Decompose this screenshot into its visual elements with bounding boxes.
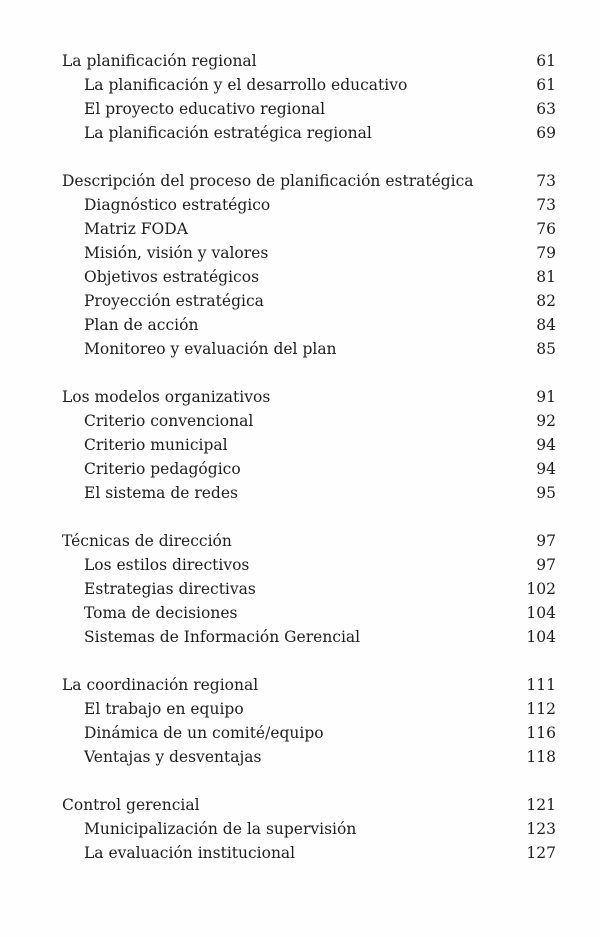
toc-chapter-title: Control gerencial bbox=[62, 796, 200, 814]
toc-entry-row bbox=[62, 817, 556, 841]
toc-page-number: 69 bbox=[536, 124, 556, 142]
toc-entry-title: El proyecto educativo regional bbox=[84, 100, 326, 118]
toc-entry-row bbox=[62, 745, 556, 769]
toc-page-number: 61 bbox=[536, 52, 556, 70]
toc-page-number: 104 bbox=[526, 628, 556, 646]
toc-page-number: 76 bbox=[536, 220, 556, 238]
toc-entry-title: Criterio pedagógico bbox=[84, 460, 241, 478]
toc-page-number: 116 bbox=[526, 724, 556, 742]
toc-entry-row bbox=[62, 265, 556, 289]
toc-page-number: 127 bbox=[526, 844, 556, 862]
toc-entry-row bbox=[62, 457, 556, 481]
toc-entry-row bbox=[62, 601, 556, 625]
toc-section bbox=[62, 673, 556, 769]
toc-chapter-row bbox=[62, 793, 556, 817]
toc-entry-row bbox=[62, 217, 556, 241]
toc-page-number: 102 bbox=[526, 580, 556, 598]
toc-entry-title: La planificación estratégica regional bbox=[84, 124, 372, 142]
toc-section bbox=[62, 49, 556, 145]
toc-page-number: 112 bbox=[526, 700, 556, 718]
toc-page-number: 73 bbox=[536, 172, 556, 190]
toc-entry-row bbox=[62, 697, 556, 721]
toc-page-number: 94 bbox=[536, 436, 556, 454]
toc-entry-title: Criterio municipal bbox=[84, 436, 228, 454]
toc-entry-title: La planificación y el desarrollo educativo bbox=[84, 76, 408, 94]
toc-page-number: 104 bbox=[526, 604, 556, 622]
toc-page-number: 79 bbox=[536, 244, 556, 262]
toc-entry-row bbox=[62, 313, 556, 337]
toc-page-number: 97 bbox=[536, 532, 556, 550]
toc-chapter-title: Técnicas de dirección bbox=[62, 532, 232, 550]
toc-entry-title: Matriz FODA bbox=[84, 220, 188, 238]
toc-entry-title: Proyección estratégica bbox=[84, 292, 264, 310]
toc-chapter-row bbox=[62, 385, 556, 409]
toc-page-number: 123 bbox=[526, 820, 556, 838]
toc-entry-title: Dinámica de un comité/equipo bbox=[84, 724, 324, 742]
toc-entry-row bbox=[62, 721, 556, 745]
toc-entry-title: La evaluación institucional bbox=[84, 844, 296, 862]
toc-section bbox=[62, 385, 556, 505]
toc-entry-title: Estrategias directivas bbox=[84, 580, 256, 598]
table-of-contents bbox=[62, 49, 556, 865]
toc-page-number: 85 bbox=[536, 340, 556, 358]
toc-page-number: 118 bbox=[526, 748, 556, 766]
toc-entry-row bbox=[62, 121, 556, 145]
toc-section bbox=[62, 169, 556, 361]
toc-section bbox=[62, 793, 556, 865]
toc-page-number: 121 bbox=[526, 796, 556, 814]
toc-page-number: 61 bbox=[536, 76, 556, 94]
toc-chapter-row bbox=[62, 49, 556, 73]
toc-entry-title: Ventajas y desventajas bbox=[84, 748, 262, 766]
toc-entry-title: Municipalización de la supervisión bbox=[84, 820, 357, 838]
toc-entry-row bbox=[62, 409, 556, 433]
toc-entry-title: Los estilos directivos bbox=[84, 556, 250, 574]
toc-entry-row bbox=[62, 481, 556, 505]
toc-entry-row bbox=[62, 433, 556, 457]
toc-chapter-row bbox=[62, 673, 556, 697]
toc-page-number: 111 bbox=[526, 676, 556, 694]
toc-chapter-row bbox=[62, 529, 556, 553]
toc-entry-row bbox=[62, 577, 556, 601]
toc-entry-title: Objetivos estratégicos bbox=[84, 268, 260, 286]
toc-section bbox=[62, 529, 556, 649]
toc-entry-title: Misión, visión y valores bbox=[84, 244, 269, 262]
toc-entry-row bbox=[62, 73, 556, 97]
toc-page-number: 82 bbox=[536, 292, 556, 310]
toc-entry-row bbox=[62, 241, 556, 265]
toc-page-number: 63 bbox=[536, 100, 556, 118]
toc-chapter-row bbox=[62, 169, 556, 193]
toc-entry-row bbox=[62, 289, 556, 313]
toc-page-number: 81 bbox=[536, 268, 556, 286]
toc-page-number: 73 bbox=[536, 196, 556, 214]
toc-page-number: 84 bbox=[536, 316, 556, 334]
toc-page-number: 91 bbox=[536, 388, 556, 406]
toc-chapter-title: La planificación regional bbox=[62, 52, 257, 70]
toc-entry-row bbox=[62, 553, 556, 577]
toc-page-number: 92 bbox=[536, 412, 556, 430]
toc-chapter-title: La coordinación regional bbox=[62, 676, 259, 694]
toc-page-number: 95 bbox=[536, 484, 556, 502]
toc-entry-row bbox=[62, 625, 556, 649]
toc-entry-title: Toma de decisiones bbox=[84, 604, 238, 622]
toc-entry-title: Sistemas de Información Gerencial bbox=[84, 628, 361, 646]
toc-entry-row bbox=[62, 841, 556, 865]
toc-entry-title: Monitoreo y evaluación del plan bbox=[84, 340, 337, 358]
toc-page-number: 97 bbox=[536, 556, 556, 574]
toc-chapter-title: Descripción del proceso de planificación estratégica bbox=[62, 172, 474, 190]
toc-page-number: 94 bbox=[536, 460, 556, 478]
toc-entry-title: El trabajo en equipo bbox=[84, 700, 244, 718]
toc-entry-title: El sistema de redes bbox=[84, 484, 238, 502]
toc-entry-title: Diagnóstico estratégico bbox=[84, 196, 271, 214]
toc-chapter-title: Los modelos organizativos bbox=[62, 388, 271, 406]
toc-entry-title: Plan de acción bbox=[84, 316, 199, 334]
toc-entry-row bbox=[62, 337, 556, 361]
toc-entry-row bbox=[62, 193, 556, 217]
toc-entry-title: Criterio convencional bbox=[84, 412, 254, 430]
toc-entry-row bbox=[62, 97, 556, 121]
